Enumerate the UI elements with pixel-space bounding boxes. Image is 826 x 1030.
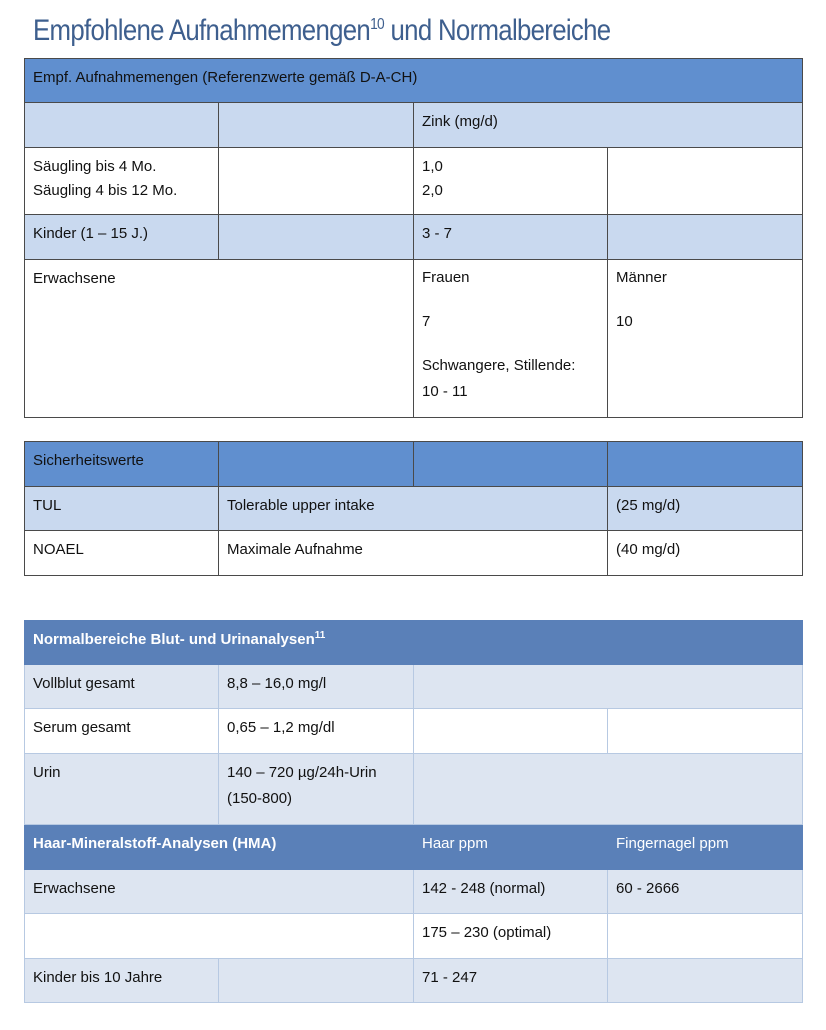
urine-value-2: (150-800) (227, 790, 293, 807)
hair-value: 71 - 247 (414, 959, 608, 1003)
nail-value (608, 959, 803, 1003)
table-row (25, 870, 803, 914)
normal-header-footnote: 11 (314, 630, 326, 641)
empty-cell (25, 103, 219, 148)
normal-ranges-table (24, 620, 803, 1003)
blood-value: 0,65 – 1,2 mg/dl (219, 709, 414, 754)
safety-value: (25 mg/d) (608, 487, 803, 531)
table-row (25, 531, 803, 576)
pregnant-label: Schwangere, Stillende: (422, 357, 576, 374)
safety-description: Maximale Aufnahme (219, 531, 608, 576)
infant-groups (25, 148, 219, 215)
empty-cell (414, 442, 608, 487)
hma-header-row (25, 825, 803, 870)
hair-value: 142 - 248 (normal) (414, 870, 608, 914)
hma-label (25, 914, 414, 959)
hma-header: Haar-Mineralstoff-Analysen (HMA) (25, 825, 414, 870)
safety-table (24, 441, 803, 576)
urine-value (219, 754, 414, 825)
page-title (33, 14, 610, 48)
urine-value-1: 140 – 720 µg/24h-Urin (227, 764, 377, 781)
intake-column-header-row (25, 103, 803, 148)
infant-group-2: Säugling 4 bis 12 Mo. (33, 182, 178, 199)
table-row (25, 665, 803, 709)
women-cell (414, 260, 608, 418)
infant-values (414, 148, 608, 215)
empty-cell (219, 215, 414, 260)
empty-cell (608, 215, 803, 260)
normal-header-text: Normalbereiche Blut- und Urinanalysen (33, 631, 315, 648)
hair-column-header: Haar ppm (414, 825, 608, 870)
nail-value (608, 914, 803, 959)
children-value: 3 - 7 (414, 215, 608, 260)
empty-cell (219, 959, 414, 1003)
pregnant-value: 10 - 11 (422, 383, 468, 400)
normal-header (25, 621, 803, 665)
zinc-column-header: Zink (mg/d) (414, 103, 803, 148)
infant-value-2: 2,0 (422, 182, 443, 199)
hma-label: Kinder bis 10 Jahre (25, 959, 219, 1003)
empty-cell (608, 442, 803, 487)
women-value: 7 (422, 313, 431, 330)
empty-cell (608, 709, 803, 754)
infant-group-1: Säugling bis 4 Mo. (33, 158, 157, 175)
safety-header-row (25, 442, 803, 487)
table-row (25, 487, 803, 531)
normal-header-row (25, 621, 803, 665)
nail-value: 60 - 2666 (608, 870, 803, 914)
empty-cell (608, 148, 803, 215)
safety-header: Sicherheitswerte (25, 442, 219, 487)
empty-cell (219, 148, 414, 215)
intake-table (24, 58, 803, 418)
infant-value-1: 1,0 (422, 158, 443, 175)
table-row (25, 215, 803, 260)
blood-label: Urin (25, 754, 219, 825)
empty-cell (219, 103, 414, 148)
title-suffix: und Normalbereiche (384, 14, 611, 47)
intake-header: Empf. Aufnahmemengen (Referenzwerte gemäß D-A-CH) (25, 59, 803, 103)
blood-label: Serum gesamt (25, 709, 219, 754)
empty-cell (414, 709, 608, 754)
table-row (25, 959, 803, 1003)
blood-label: Vollblut gesamt (25, 665, 219, 709)
hma-label: Erwachsene (25, 870, 414, 914)
women-label: Frauen (422, 269, 470, 286)
table-row (25, 709, 803, 754)
men-cell (608, 260, 803, 418)
blood-value: 8,8 – 16,0 mg/l (219, 665, 414, 709)
table-row (25, 754, 803, 825)
hair-value: 175 – 230 (optimal) (414, 914, 608, 959)
safety-value: (40 mg/d) (608, 531, 803, 576)
intake-header-row (25, 59, 803, 103)
table-row (25, 148, 803, 215)
men-value: 10 (616, 313, 633, 330)
title-text: Empfohlene Aufnahmemengen (33, 14, 371, 47)
table-row (25, 260, 803, 418)
children-group: Kinder (1 – 15 J.) (25, 215, 219, 260)
table-row (25, 914, 803, 959)
safety-description: Tolerable upper intake (219, 487, 608, 531)
men-label: Männer (616, 269, 667, 286)
empty-cell (414, 754, 803, 825)
safety-code: TUL (25, 487, 219, 531)
empty-cell (414, 665, 803, 709)
nail-column-header: Fingernagel ppm (608, 825, 803, 870)
empty-cell (219, 442, 414, 487)
adults-group: Erwachsene (25, 260, 414, 418)
safety-code: NOAEL (25, 531, 219, 576)
title-footnote: 10 (370, 16, 385, 33)
